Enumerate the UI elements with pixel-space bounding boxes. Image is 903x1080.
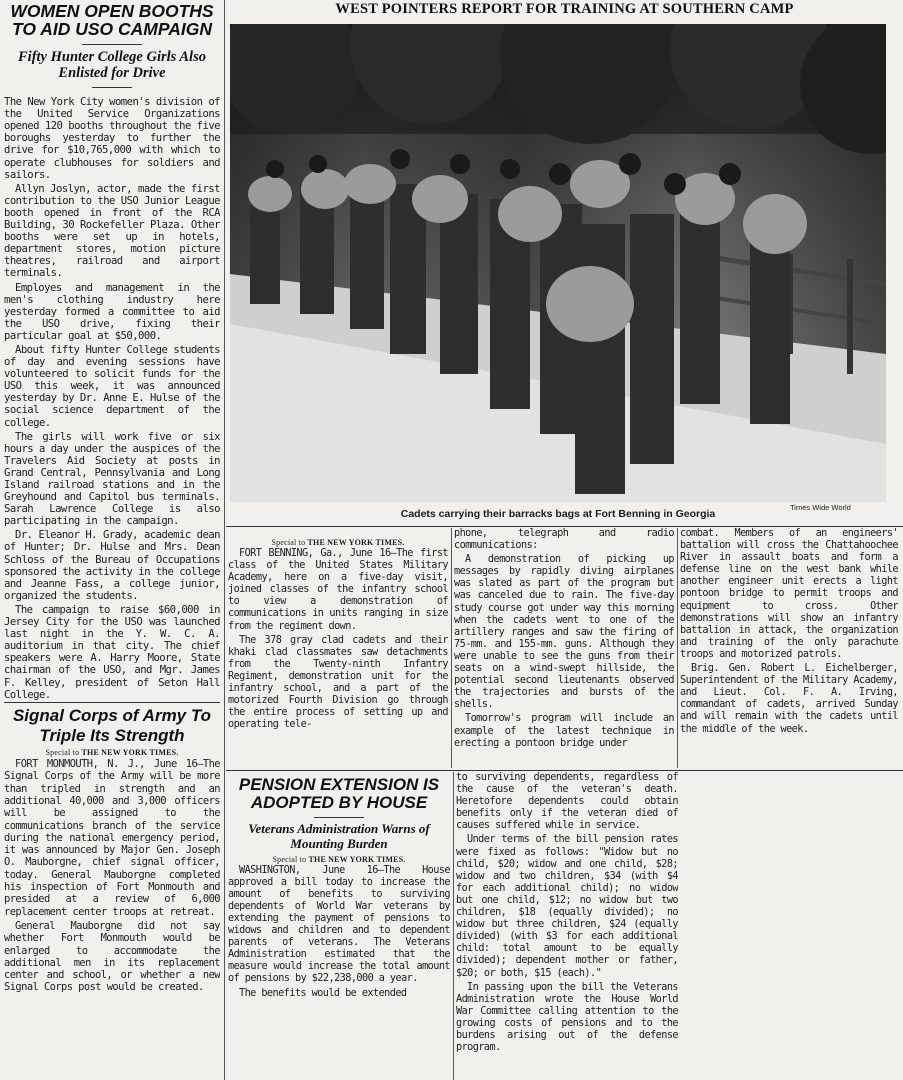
paragraph: In passing upon the bill the Veterans Administration wrote the House World War Committee calling attention to the growing costs of pensions and to the burdens arising out of the defense program.	[456, 981, 678, 1054]
headline-pension: PENSION EXTENSION IS ADOPTED BY HOUSE	[238, 775, 440, 812]
paragraph: Dr. Eleanor H. Grady, academic dean of Hunter; Dr. Hulse and Mrs. Dean Schloss of the Bureau of Occupations sponsored the activity in the college and Jeanne Fass, a college junior, organized the students.	[4, 529, 220, 602]
paragraph: About fifty Hunter College students of day and evening sessions have volunteered to solicit funds for the USO this week, it was announced yesterday by Dr. Anne E. Hulse of the social science department of the college.	[4, 343, 220, 429]
west-pointers-col-1	[228, 538, 448, 768]
body-col-2	[454, 528, 674, 750]
byline	[228, 538, 448, 547]
byline	[228, 855, 450, 864]
paragraph: General Mauborgne did not say whether Fort Monmouth would be enlarged to accommodate the additional men in its replacement center and school, or whether a new Signal Corps post would be created.	[4, 919, 220, 994]
paragraph: Brig. Gen. Robert L. Eichelberger, Superintendent of the Military Academy, and Lieut. Col. F. A. Irving, commandant of cadets, arrived Sunday and will remain with the cadets until the middle of the week.	[680, 663, 898, 735]
paragraph: Under terms of the bill pension rates were fixed as follows: "Widow but no child, $20; widow and one child, $28; widow and two children, $34 (with $4 for each additional child); no widow but one child, $12; no widow but two children, $18 (equally divided); no widow but three children, $24 (equally divided) (with $3 for each additional child: total amount to be equally divided); dependent mother or father, $20; or both, $15 (each)."	[456, 834, 678, 979]
paragraph: FORT BENNING, Ga., June 16—The first class of the United States Military Academy, here on a five-day visit, joined classes of the infantry school to view a demonstration of communications in units ranging in size from the regiment down.	[228, 548, 448, 632]
byline-prefix: Special to	[271, 538, 306, 547]
paragraph: FORT MONMOUTH, N. J., June 16—The Signal Corps of the Army will be more than tripled in strength and an additional 40,000 and 3,000 officers will be assigned to the communications branch of the service during the national emergency period, it was announced by Major Gen. Joseph O. Mauborgne, chief signal officer, today. General Mauborgne completed his inspection of Fort Monmouth and presided at a review of 6,000 replacement center troops at retreat.	[4, 758, 220, 918]
paragraph: WASHINGTON, June 16—The House approved a bill today to increase the amount of benefits to surviving dependents of World War veterans by extending the payment of pensions to widows and children and to dependent parents of veterans. The Veterans Administration estimated that the measure would increase the total amount of pensions by $22,238,000 a year.	[228, 864, 450, 985]
byline	[4, 748, 220, 757]
byline-paper: THE NEW YORK TIMES.	[307, 538, 405, 547]
paragraph: The 378 gray clad cadets and their khaki clad classmates saw detachments from the Twenty-ninth Infantry Regiment, demonstration unit for the infantry school, and a part of the motorized Fourth Division go through the entire process of setting up and operating tele-	[228, 634, 448, 731]
headline-signal-corps: Signal Corps of Army To Triple Its Strength	[12, 706, 212, 745]
paragraph: to surviving dependents, regardless of the cause of the veteran's death. Heretofore dependents could obtain benefits only if the veteran died of causes suffered while in service.	[456, 772, 678, 832]
subhead-women-booths: Fifty Hunter College Girls Also Enlisted for Drive	[18, 48, 206, 82]
divider	[92, 87, 132, 88]
section-divider	[226, 770, 903, 771]
byline-prefix: Special to	[272, 854, 307, 864]
body-col-3	[680, 528, 898, 736]
headline-women-booths: WOMEN OPEN BOOTHS TO AID USO CAMPAIGN	[10, 2, 214, 40]
paragraph: Allyn Joslyn, actor, made the first contribution to the USO Junior League booth opened in front of the RCA Building, 30 Rockefeller Plaza. Other booths were set up in hotels, department stores, motion picture theatres, railroad and airport terminals.	[4, 182, 220, 280]
section-divider	[4, 702, 220, 703]
divider	[314, 817, 364, 818]
article-pension-col-1	[228, 774, 450, 1080]
column-rule	[451, 528, 452, 768]
body-women-booths	[4, 96, 220, 700]
paragraph: The campaign to raise $60,000 in Jersey City for the USO was launched last night in the Y. W. C. A. auditorium in that city. The chief speakers were A. Harry Moore, State chairman of the USO, and Mgr. James F. Kelley, president of Seton Hall College.	[4, 603, 220, 700]
photo-caption: Cadets carrying their barracks bags at Fort Benning in Georgia	[400, 508, 716, 520]
paragraph: Tomorrow's program will include an example of the latest technique in erecting a pontoon bridge under	[454, 713, 674, 749]
column-rule	[453, 772, 454, 1080]
paragraph: The New York City women's division of the United Service Organizations opened 120 booths throughout the five boroughs yesterday to further the drive for $10,765,000 with which to operate clubhouses for soldiers and sailors.	[4, 96, 220, 181]
body-pension-col-2	[456, 772, 678, 1054]
divider	[82, 44, 142, 45]
photo-cadets	[230, 24, 886, 502]
column-rule	[224, 0, 225, 1080]
west-pointers-col-3	[680, 528, 898, 768]
photo-cadets-image	[230, 24, 886, 502]
paragraph: The benefits would be extended	[239, 987, 407, 999]
paragraph: phone, telegraph and radio communications:	[454, 528, 674, 552]
paragraph: Employes and management in the men's clothing industry here yesterday formed a committee to aid the USO drive, fixing their particular goal at $50,000.	[4, 281, 220, 342]
west-pointers-col-2	[454, 528, 674, 768]
byline-paper: THE NEW YORK TIMES.	[81, 748, 179, 758]
subhead-pension: Veterans Administration Warns of Mounting Burden	[248, 820, 430, 851]
article-pension-col-2	[456, 772, 678, 1080]
paragraph: The girls will work five or six hours a day under the auspices of the Travelers Aid Society at posts in Grand Central, Pennsylvania and Long Island railroad stations and in the Greyhound and Capitol bus terminals. Sarah Lawrence College is also participating in the campaign.	[4, 430, 220, 528]
byline-paper: THE NEW YORK TIMES.	[308, 854, 406, 864]
article-signal-corps	[4, 706, 220, 1078]
body-col-1	[228, 548, 448, 731]
column-rule	[677, 528, 678, 768]
byline-prefix: Special to	[45, 748, 80, 758]
photo-credit: Times Wide World	[790, 503, 851, 512]
caption-rule	[226, 526, 903, 527]
article-women-booths	[4, 2, 220, 700]
paragraph: combat. Members of an engineers' battalion will cross the Chattahoochee River in assault boats and form a defense line on the west bank while another engineer unit erects a light pontoon bridge to permit troops and equipment to cross. Other demonstrations will show an infantry battalion in attack, the organization and training of the only parachute troops and motorized patrols.	[680, 528, 898, 660]
body-signal-corps	[4, 758, 220, 994]
body-pension-col-1	[228, 865, 450, 1000]
paragraph: A demonstration of picking up messages by rapidly diving airplanes was slated as part of the program but was canceled due to rain. The five-day study course got under way this morning when the cadets went to one of the artillery ranges and saw the firing of 75-mm. and 155-mm. guns. Although they were unable to see the guns from their seats on a wind-swept hillside, the potential second lieutenants observed the trajectories and bursts of the shells.	[454, 554, 674, 711]
headline-west-pointers: WEST POINTERS REPORT FOR TRAINING AT SOUTHERN CAMP	[335, 1, 794, 17]
